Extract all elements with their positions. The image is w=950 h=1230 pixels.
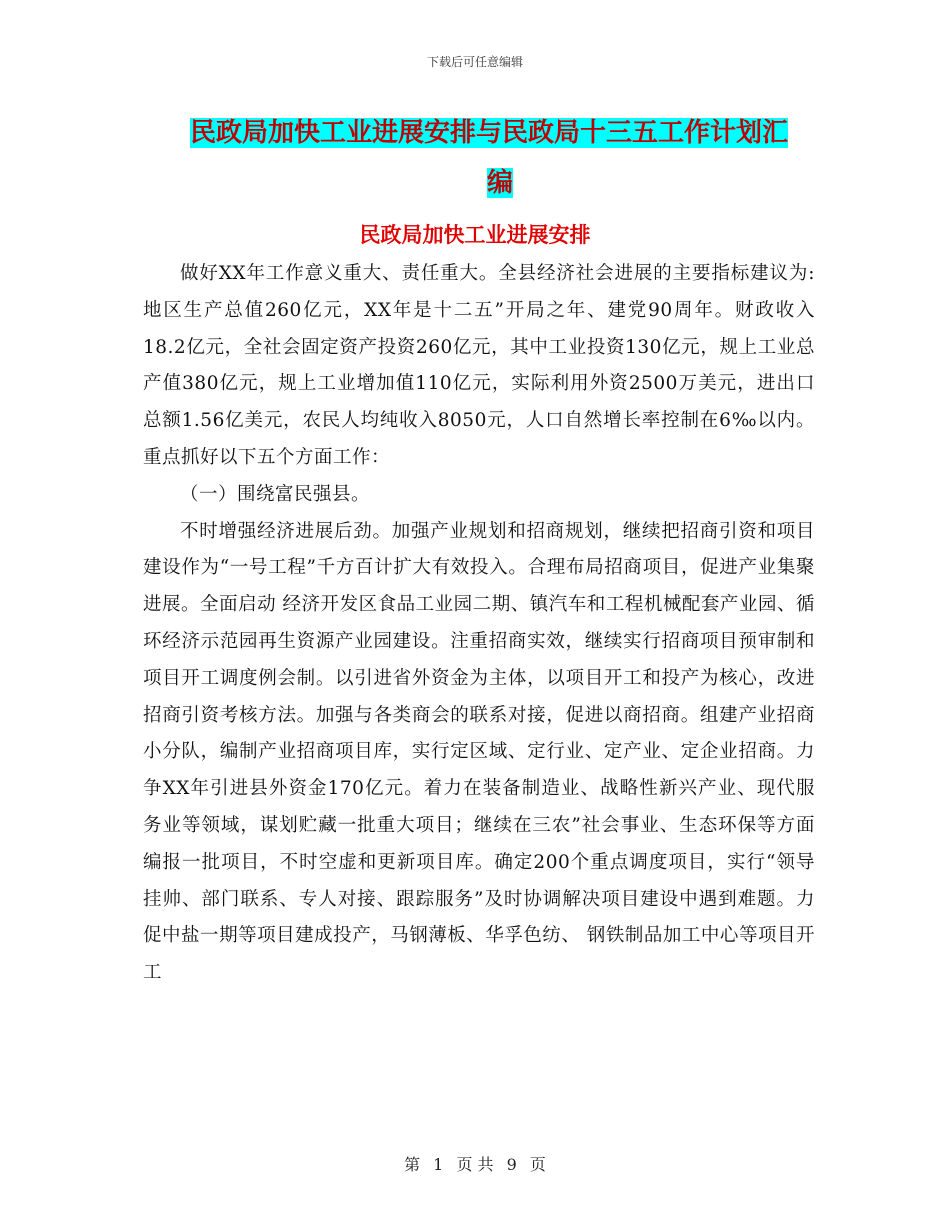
paragraph-2: （一）围绕富民强县。 xyxy=(180,483,371,505)
footer-middle: 页 共 xyxy=(456,1155,494,1174)
footer-prefix: 第 xyxy=(404,1155,421,1174)
paragraph-1: 做好XX年工作意义重大、责任重大。全县经济社会进展的主要指标建议为:地区生产总值260亿元，XX年是十二五”开局之年、建党90周年。财政收入18.2亿元，全社会固定资产投资260亿元，其中工业投资130亿元，规上工业总产值380亿元，规上工业增加值110亿元，实际利用外资2500万美元，进出口总额1.56亿美元，农民人均纯收入8050元，人口自然增长率控制在6‰以内。重点抓好以下五个方面工作： xyxy=(143,263,815,468)
paragraph-3: 不时增强经济进展后劲。加强产业规划和招商规划，继续把招商引资和项目建设作为“一号工程”千方百计扩大有效投入。合理布局招商项目，促进产业集聚进展。全面启动 经济开发区食品工业园二期、镇汽车和工程机械配套产业园、循环经济示范园再生资源产业园建设。注重招商实效，继续实行招商项目预审制和项目开工调度例会制。以引进省外资金为主体，以项目开工和投产为核心，改进招商引资考核方法。加强与各类商会的联系对接，促进以商招商。组建产业招商小分队，编制产业招商项目库，实行定区域、定行业、定产业、定企业招商。力争XX年引进县外资金170亿元。着力在装备制造业、战略性新兴产业、现代服务业等领域，谋划贮藏一批重大项目；继续在三农”社会事业、生态环保等方面编报一批项目，不时空虚和更新项目库。确定200个重点调度项目，实行“领导挂帅、部门联系、专人对接、跟踪服务”及时协调解决项目建设中遇到难题。力促中盐一期等项目建成投产，马钢薄板、华孚色纺、 钢铁制品加工中心等项目开工 xyxy=(143,520,815,984)
footer-suffix: 页 xyxy=(529,1155,546,1174)
document-title-line-1: 民政局加快工业进展安排与民政局十三五工作计划汇 xyxy=(190,118,789,148)
document-title-line-2: 编 xyxy=(486,168,513,198)
document-title xyxy=(190,108,810,208)
section-title: 民政局加快工业进展安排 xyxy=(359,223,591,247)
page-number: 1 xyxy=(433,1155,444,1174)
body-text xyxy=(143,256,815,992)
header-note: 下载后可任意编辑 xyxy=(426,55,523,69)
page-footer xyxy=(0,1152,950,1175)
page-total: 9 xyxy=(506,1155,517,1174)
